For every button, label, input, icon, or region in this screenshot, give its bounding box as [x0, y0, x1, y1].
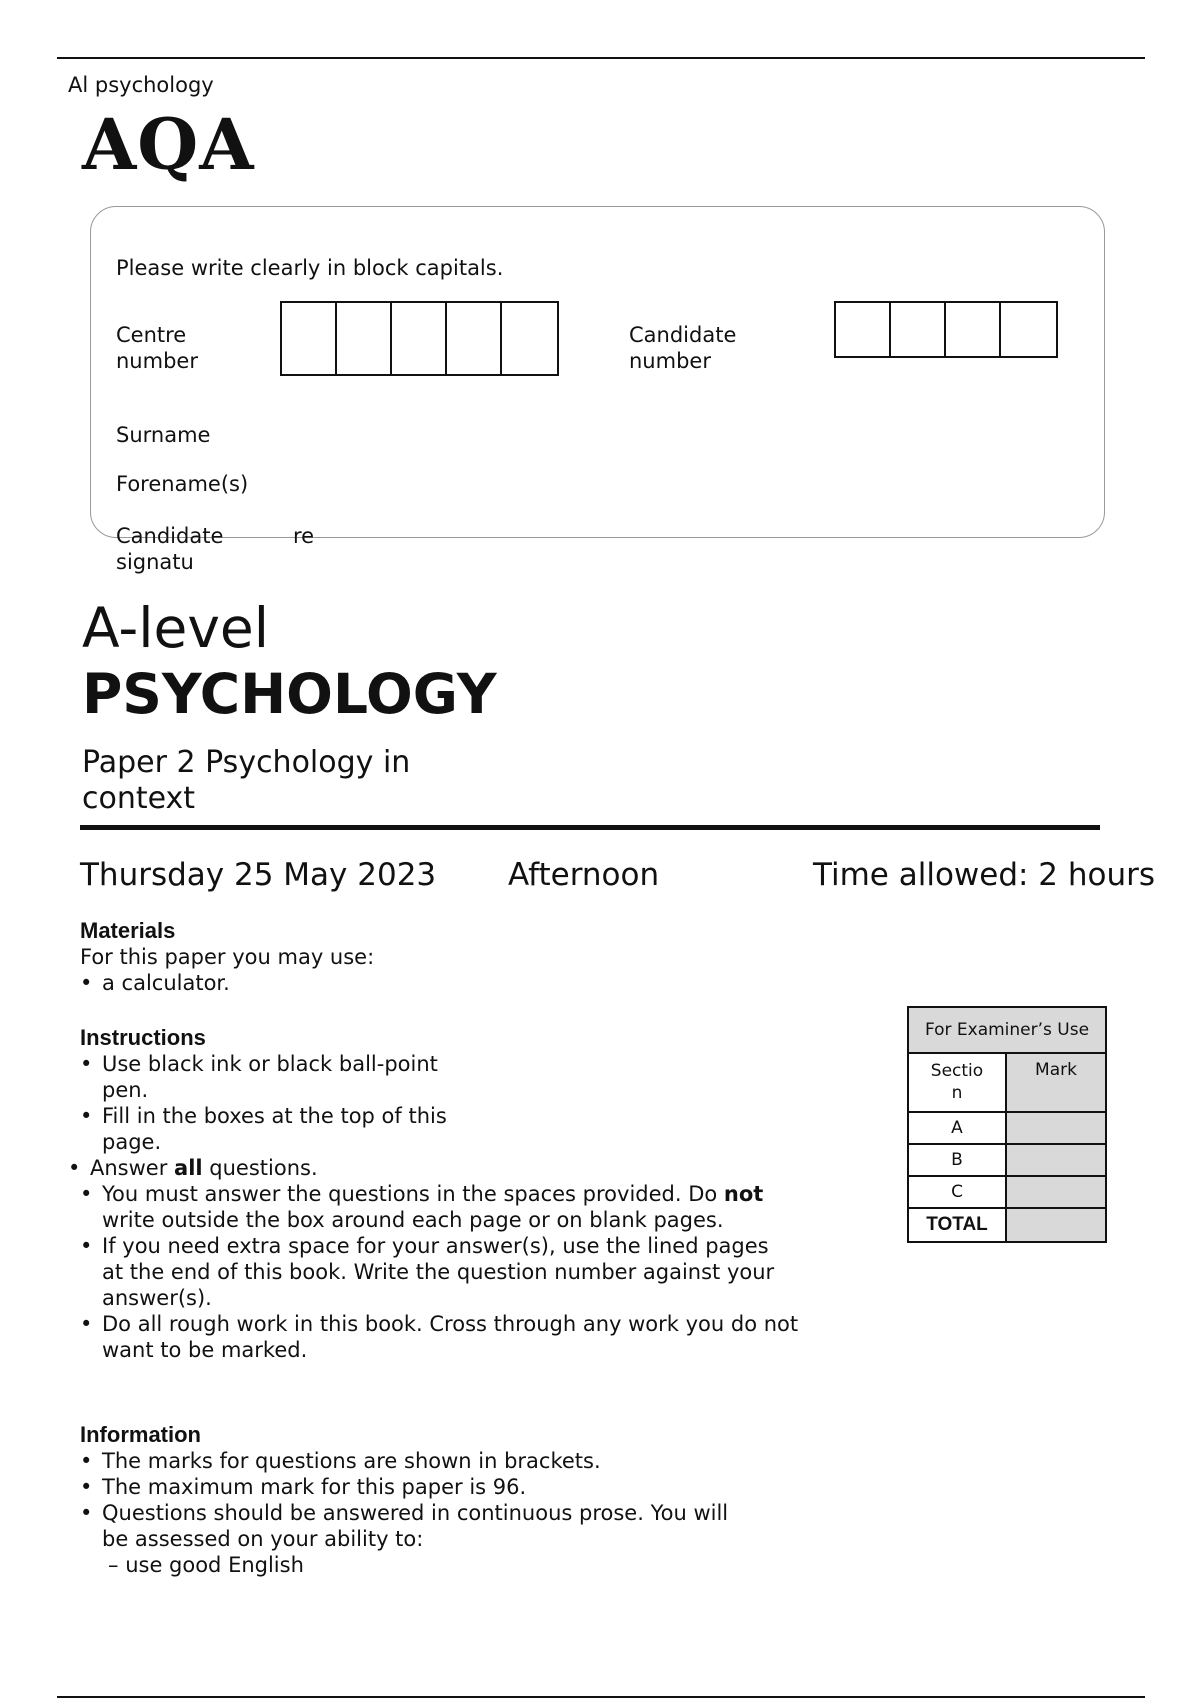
candidate-number-label: Candidate number — [629, 323, 737, 373]
signature-label-1: Candidate — [116, 524, 224, 548]
centre-digit-box[interactable] — [502, 303, 557, 374]
surname-label: Surname — [116, 423, 211, 447]
time-allowed: Time allowed: 2 hours — [813, 857, 1156, 893]
centre-number-label: Centre number — [116, 323, 198, 373]
centre-number-boxes[interactable] — [280, 301, 559, 376]
title-rule — [80, 825, 1100, 830]
header-label: Al psychology — [68, 73, 214, 97]
candidate-digit-box[interactable] — [891, 303, 946, 356]
instructions-heading: Instructions — [80, 1025, 206, 1050]
signature-label-3: signatu — [116, 550, 194, 574]
signature-label-2: re — [293, 524, 315, 548]
materials-item: • a calculator. — [80, 970, 800, 996]
candidate-digit-box[interactable] — [946, 303, 1001, 356]
centre-digit-box[interactable] — [392, 303, 447, 374]
mark-column-header: Mark — [1006, 1053, 1106, 1112]
materials-intro: For this paper you may use: — [80, 945, 375, 969]
instruction-item: • Fill in the boxes at the top of this page. — [80, 1103, 497, 1155]
examiner-use-table — [907, 1006, 1107, 1243]
exam-session: Afternoon — [508, 857, 660, 893]
information-item: • The marks for questions are shown in brackets. — [80, 1448, 800, 1474]
section-row-label: B — [908, 1144, 1006, 1176]
information-heading: Information — [80, 1422, 201, 1447]
bottom-rule — [57, 1696, 1145, 1698]
centre-digit-box[interactable] — [447, 303, 502, 374]
examiner-table-heading: For Examiner’s Use — [908, 1007, 1106, 1053]
exam-date: Thursday 25 May 2023 — [80, 857, 437, 893]
section-column-header: Section — [908, 1053, 1006, 1112]
information-item: • The maximum mark for this paper is 96. — [80, 1474, 800, 1500]
candidate-digit-box[interactable] — [1001, 303, 1056, 356]
information-sub-item: – use good English — [108, 1553, 304, 1577]
information-section — [80, 1422, 800, 1578]
candidate-digit-box[interactable] — [836, 303, 891, 356]
qualification-level: A-level — [82, 596, 270, 660]
candidate-number-boxes[interactable] — [834, 301, 1058, 358]
instruction-item: • Use black ink or black ball-point pen. — [80, 1051, 482, 1103]
materials-heading: Materials — [80, 918, 176, 943]
total-row-label: TOTAL — [908, 1208, 1006, 1242]
section-row-label: A — [908, 1112, 1006, 1144]
instruction-item: • You must answer the questions in the spaces provided. Do not write outside the box around each page or on blank pages. — [80, 1181, 782, 1233]
section-row-label: C — [908, 1176, 1006, 1208]
aqa-logo: AQA — [82, 103, 255, 186]
forename-label: Forename(s) — [116, 472, 249, 496]
instructions-section — [80, 1025, 800, 1363]
paper-title: Paper 2 Psychology in context — [82, 745, 411, 816]
instruction-item: • If you need extra space for your answer(s), use the lined pages at the end of this book. Write the question number against your answer(s). — [80, 1233, 782, 1311]
centre-digit-box[interactable] — [337, 303, 392, 374]
instruction-item: • Answer all questions. — [68, 1155, 800, 1181]
block-capitals-instruction: Please write clearly in block capitals. — [116, 256, 504, 280]
instruction-item: • Do all rough work in this book. Cross through any work you do not want to be marked. — [80, 1311, 800, 1363]
top-rule — [57, 57, 1145, 59]
mark-cell — [1006, 1112, 1106, 1144]
mark-cell — [1006, 1176, 1106, 1208]
materials-section — [80, 918, 800, 996]
total-mark-cell — [1006, 1208, 1106, 1242]
information-item: • Questions should be answered in continuous prose. You will be assessed on your ability to: — [80, 1500, 742, 1552]
centre-digit-box[interactable] — [282, 303, 337, 374]
mark-cell — [1006, 1144, 1106, 1176]
subject-title: PSYCHOLOGY — [82, 662, 497, 726]
